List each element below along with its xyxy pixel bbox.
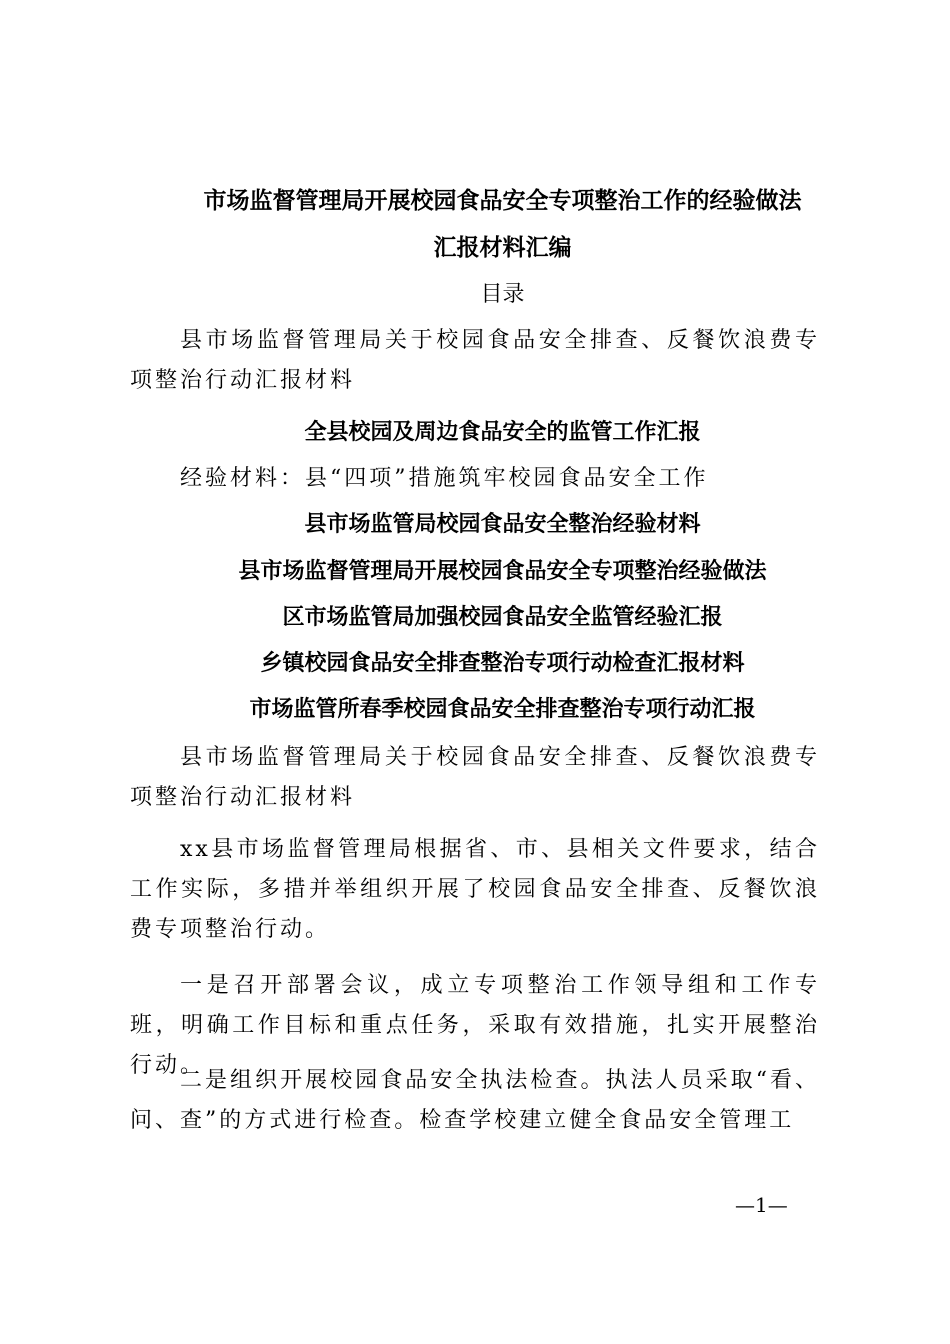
body-paragraph: 一是召开部署会议，成立专项整治工作领导组和工作专班，明确工作目标和重点任务，采取有效措施，扎实开展整治行动。 [130, 973, 820, 1078]
document-title-line-2: 汇报材料汇编 [433, 234, 572, 261]
toc-heading: 目录 [480, 282, 525, 307]
page-number: —1— [735, 1193, 788, 1217]
toc-item: 经验材料：县“四项”措施筑牢校园食品安全工作 [180, 466, 709, 491]
toc-item: 乡镇校园食品安全排查整治专项行动检查汇报材料 [260, 650, 745, 676]
document-title-line-1: 市场监督管理局开展校园食品安全专项整治工作的经验做法 [203, 187, 802, 214]
body-paragraph: xx县市场监督管理局根据省、市、县相关文件要求，结合工作实际，多措并举组织开展了校园食品安全排查、反餐饮浪费专项整治行动。 [130, 837, 820, 942]
toc-item: 县市场监管局校园食品安全整治经验材料 [304, 511, 701, 537]
section-title: 县市场监督管理局关于校园食品安全排查、反餐饮浪费专项整治行动汇报材料 [130, 745, 820, 810]
toc-item: 县市场监督管理局关于校园食品安全排查、反餐饮浪费专项整治行动汇报材料 [130, 328, 820, 393]
body-paragraph: 二是组织开展校园食品安全执法检查。执法人员采取“看、问、查”的方式进行检查。检查学校建立健全食品安全管理工 [130, 1068, 820, 1133]
toc-item: 市场监管所春季校园食品安全排查整治专项行动汇报 [249, 696, 756, 722]
toc-item: 县市场监督管理局开展校园食品安全专项整治经验做法 [238, 558, 767, 584]
toc-item: 区市场监管局加强校园食品安全监管经验汇报 [282, 604, 723, 630]
toc-item: 全县校园及周边食品安全的监管工作汇报 [304, 419, 701, 445]
